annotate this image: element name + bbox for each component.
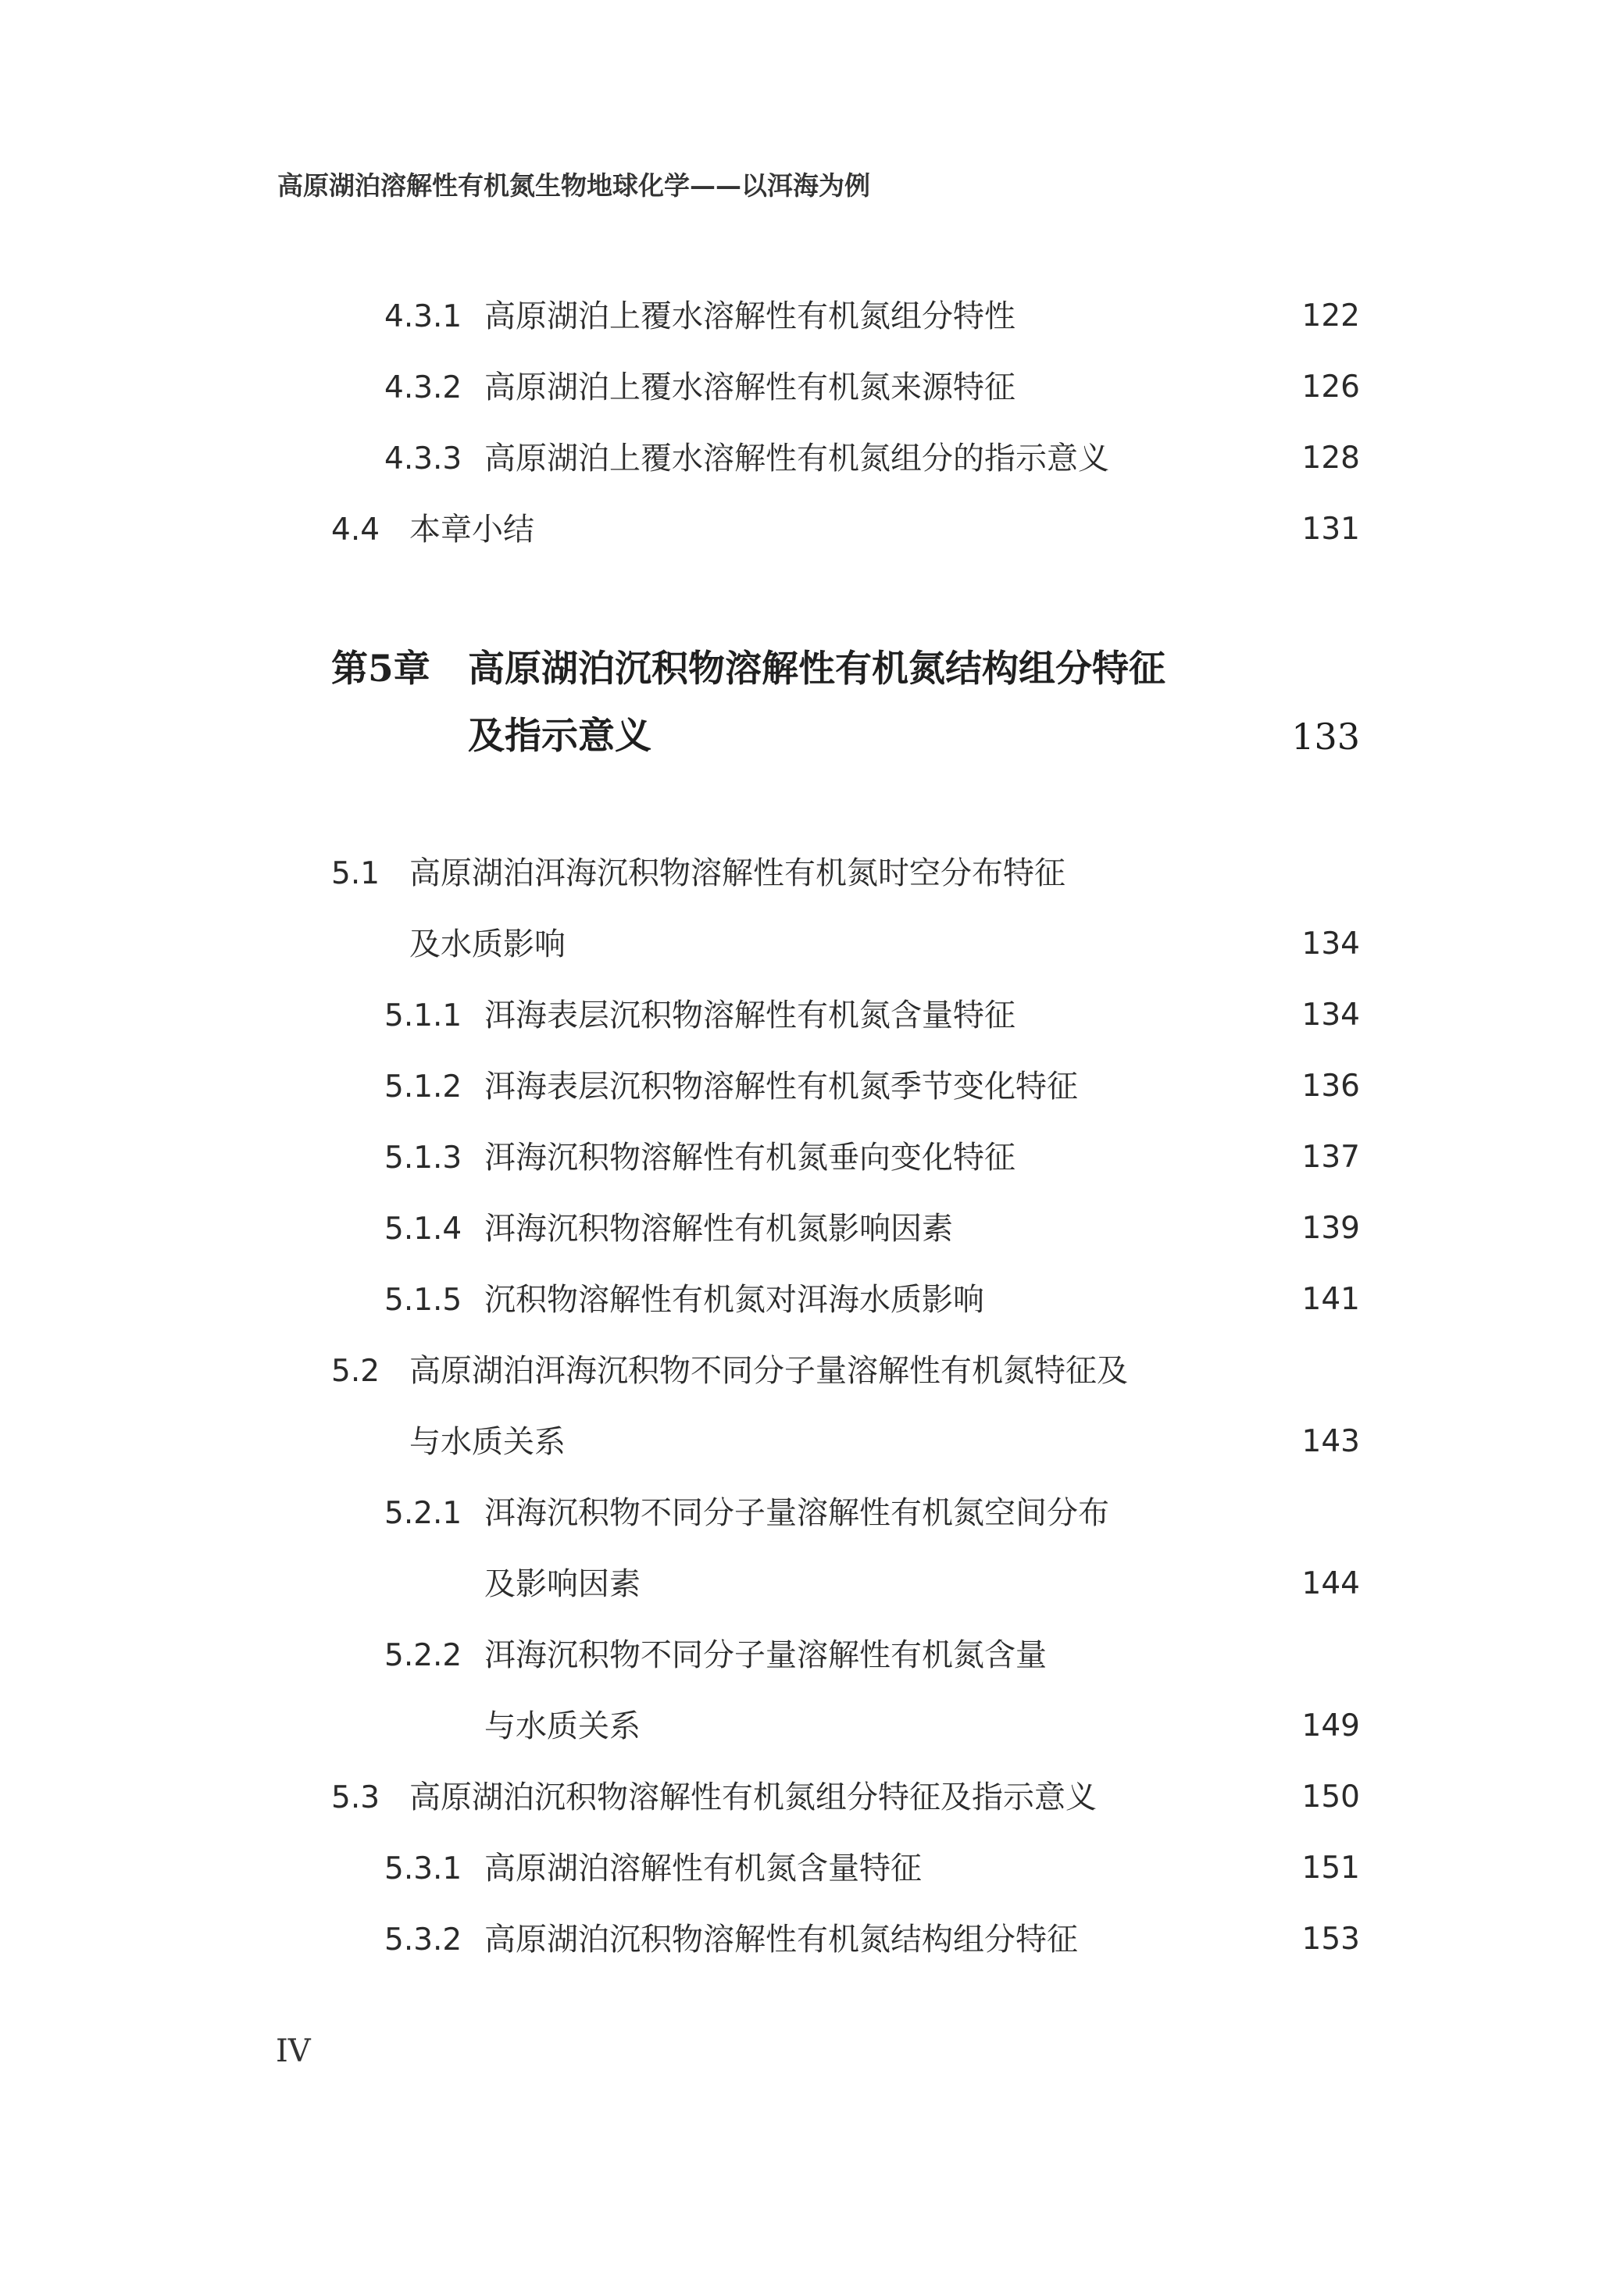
toc-entry-continuation: 与水质关系 (409, 1424, 566, 1460)
toc-entry-page: 137 (1301, 1140, 1360, 1175)
chapter-title-line2: 及指示意义 (468, 715, 651, 758)
toc-entry-number: 5.2.1 (384, 1496, 462, 1531)
toc-entry-continuation: 及影响因素 (484, 1566, 641, 1602)
toc-entry-title: 洱海沉积物溶解性有机氮垂向变化特征 (484, 1140, 1015, 1176)
toc-entry-continuation: 及水质影响 (409, 926, 566, 962)
toc-entry-number: 5.3 (331, 1780, 380, 1815)
toc-entry-number: 4.4 (331, 512, 380, 548)
toc-entry-5-1-3[interactable] (384, 1134, 1015, 1181)
toc-entry-4-4[interactable] (331, 506, 534, 553)
chapter-page: 133 (1291, 716, 1360, 758)
toc-entry-number: 5.1.3 (384, 1140, 462, 1176)
toc-entry-page: 126 (1301, 369, 1360, 405)
toc-entry-number: 5.1.1 (384, 998, 462, 1033)
toc-entry-4-3-3[interactable] (384, 435, 1109, 482)
toc-entry-title: 高原湖泊沉积物溶解性有机氮结构组分特征 (484, 1922, 1078, 1958)
toc-entry-title: 高原湖泊洱海沉积物溶解性有机氮时空分布特征 (409, 855, 1065, 891)
toc-entry-title: 洱海表层沉积物溶解性有机氮含量特征 (484, 998, 1015, 1033)
toc-entry-number: 5.1.2 (384, 1069, 462, 1105)
toc-entry-title: 本章小结 (409, 512, 534, 548)
toc-entry-number: 4.3.3 (384, 441, 462, 476)
chapter-title-line1: 高原湖泊沉积物溶解性有机氮结构组分特征 (468, 648, 1165, 691)
toc-entry-title: 高原湖泊上覆水溶解性有机氮组分特性 (484, 298, 1015, 334)
toc-entry-5-2-1[interactable] (384, 1490, 1109, 1537)
toc-entry-continuation: 与水质关系 (484, 1708, 641, 1744)
toc-entry-5-1-4[interactable] (384, 1205, 953, 1252)
toc-entry-title: 洱海沉积物溶解性有机氮影响因素 (484, 1211, 953, 1247)
toc-entry-title: 高原湖泊沉积物溶解性有机氮组分特征及指示意义 (409, 1779, 1097, 1815)
toc-entry-number: 4.3.2 (384, 370, 462, 405)
chapter-label: 第5章 (331, 648, 430, 691)
toc-entry-number: 5.3.1 (384, 1851, 462, 1886)
toc-entry-number: 5.1.5 (384, 1283, 462, 1318)
toc-entry-title: 高原湖泊洱海沉积物不同分子量溶解性有机氮特征及 (409, 1353, 1128, 1389)
toc-entry-title: 高原湖泊上覆水溶解性有机氮来源特征 (484, 369, 1015, 405)
toc-entry-title: 沉积物溶解性有机氮对洱海水质影响 (484, 1282, 984, 1318)
toc-entry-5-1-2[interactable] (384, 1063, 1078, 1110)
toc-entry-page: 141 (1301, 1282, 1360, 1317)
toc-entry-5-2-2[interactable] (384, 1632, 1047, 1679)
page-folio: IV (276, 2033, 311, 2069)
toc-entry-5-1-5[interactable] (384, 1276, 984, 1323)
toc-entry-title: 洱海表层沉积物溶解性有机氮季节变化特征 (484, 1069, 1078, 1105)
toc-entry-page: 151 (1301, 1851, 1360, 1886)
toc-entry-page: 143 (1301, 1424, 1360, 1459)
toc-entry-5-3[interactable] (331, 1774, 1097, 1821)
toc-entry-title: 洱海沉积物不同分子量溶解性有机氮空间分布 (484, 1495, 1109, 1531)
toc-entry-5-3-2[interactable] (384, 1916, 1078, 1963)
toc-entry-page: 153 (1301, 1922, 1360, 1957)
toc-entry-page: 131 (1301, 512, 1360, 547)
toc-entry-page: 134 (1301, 998, 1360, 1033)
toc-entry-title: 高原湖泊溶解性有机氮含量特征 (484, 1851, 922, 1886)
toc-entry-5-2[interactable] (331, 1347, 1128, 1394)
toc-entry-title: 高原湖泊上覆水溶解性有机氮组分的指示意义 (484, 441, 1109, 476)
toc-entry-number: 5.2 (331, 1354, 380, 1389)
toc-entry-title: 洱海沉积物不同分子量溶解性有机氮含量 (484, 1637, 1047, 1673)
toc-entry-page: 139 (1301, 1211, 1360, 1246)
toc-entry-page: 150 (1301, 1779, 1360, 1815)
toc-entry-5-1-1[interactable] (384, 992, 1015, 1039)
toc-entry-number: 5.1 (331, 856, 380, 891)
toc-entry-page: 144 (1301, 1566, 1360, 1601)
toc-entry-number: 5.2.2 (384, 1638, 462, 1673)
toc-entry-page: 149 (1301, 1708, 1360, 1744)
toc-entry-5-3-1[interactable] (384, 1845, 922, 1892)
toc-entry-page: 134 (1301, 926, 1360, 962)
toc-entry-page: 122 (1301, 298, 1360, 334)
toc-entry-number: 4.3.1 (384, 299, 462, 334)
toc-entry-page: 136 (1301, 1069, 1360, 1104)
toc-entry-5-1[interactable] (331, 850, 1065, 897)
running-header-title: 高原湖泊溶解性有机氮生物地球化学——以洱海为例 (277, 170, 870, 201)
toc-entry-page: 128 (1301, 441, 1360, 476)
toc-entry-4-3-2[interactable] (384, 364, 1015, 411)
chapter-heading[interactable] (331, 642, 1165, 697)
toc-entry-4-3-1[interactable] (384, 293, 1015, 340)
toc-entry-number: 5.3.2 (384, 1922, 462, 1958)
toc-entry-number: 5.1.4 (384, 1212, 462, 1247)
